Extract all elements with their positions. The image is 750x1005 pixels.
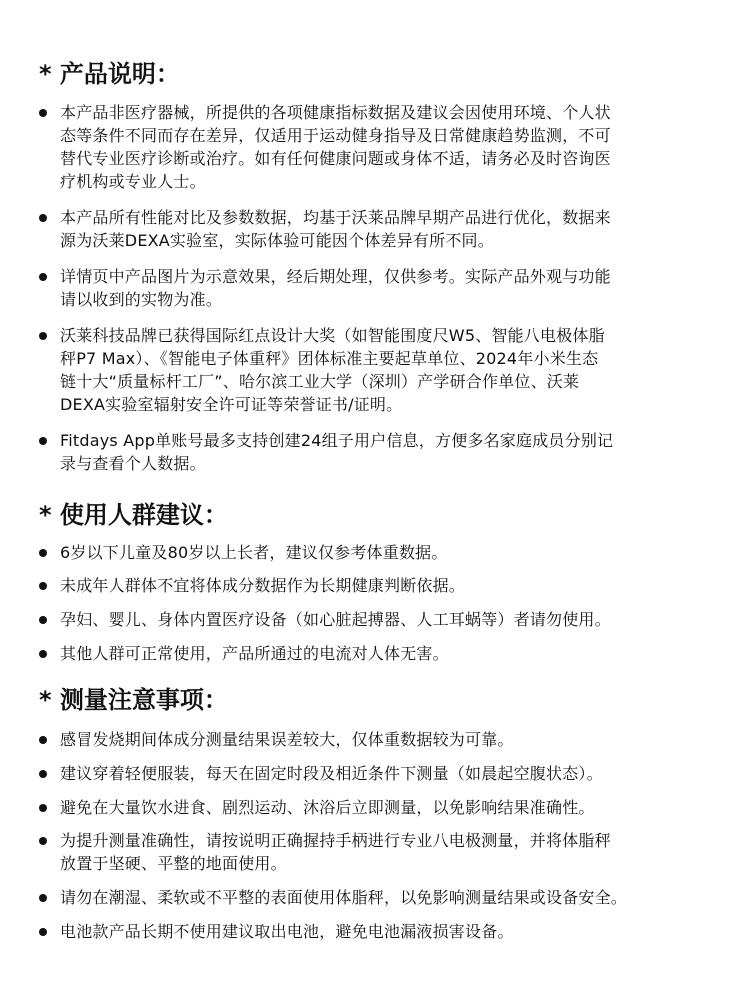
- bullet-icon: [39, 736, 47, 744]
- item-text: [60, 762, 715, 785]
- text-line: 建议穿着轻便服装，每天在固定时段及相近条件下测量（如晨起空腹状态）。: [60, 764, 603, 783]
- item-text: [60, 101, 715, 193]
- bullet-icon: [39, 332, 47, 340]
- text-line: 详情页中产品图片为示意效果，经后期处理，仅供参考。实际产品外观与功能: [60, 267, 611, 286]
- item-text: [60, 541, 715, 564]
- bullet-icon: [39, 273, 47, 281]
- text-line: 链十大“质量标杆工厂”、哈尔滨工业大学（深圳）产学研合作单位、沃莱: [60, 372, 580, 391]
- item-text: [60, 886, 715, 909]
- item-text: [60, 920, 715, 943]
- bullet-icon: [39, 582, 47, 590]
- section-heading: * 测量注意事项：: [39, 686, 228, 714]
- text-line: 为提升测量准确性，请按说明正确握持手柄进行专业八电极测量，并将体脂秤: [60, 831, 611, 850]
- text-line: 电池款产品长期不使用建议取出电池，避免电池漏液损害设备。: [60, 922, 514, 941]
- text-line: 源为沃莱DEXA实验室，实际体验可能因个体差异有所不同。: [60, 231, 494, 250]
- bullet-icon: [39, 837, 47, 845]
- bullet-icon: [39, 650, 47, 658]
- bullet-icon: [39, 928, 47, 936]
- item-text: [60, 829, 715, 875]
- bullet-icon: [39, 109, 47, 117]
- bullet-icon: [39, 894, 47, 902]
- text-line: 替代专业医疗诊断或治疗。如有任何健康问题或身体不适，请务必及时咨询医: [60, 149, 611, 168]
- text-line: 秤P7 Max）、《智能电子体重秤》团体标准主要起草单位、2024年小米生态: [60, 349, 599, 368]
- text-line: 孕妇、婴儿、身体内置医疗设备（如心脏起搏器、人工耳蜗等）者请勿使用。: [60, 610, 611, 629]
- section-heading: * 产品说明：: [39, 60, 180, 88]
- item-text: [60, 574, 715, 597]
- bullet-icon: [39, 804, 47, 812]
- text-line: 6岁以下儿童及80岁以上长者，建议仅参考体重数据。: [60, 543, 448, 562]
- text-line: DEXA实验室辐射安全许可证等荣誉证书/证明。: [60, 395, 403, 414]
- text-line: 疗机构或专业人士。: [60, 172, 206, 191]
- text-line: 感冒发烧期间体成分测量结果误差较大，仅体重数据较为可靠。: [60, 730, 514, 749]
- text-line: 录与查看个人数据。: [60, 454, 206, 473]
- section-heading: * 使用人群建议：: [39, 501, 228, 529]
- bullet-icon: [39, 437, 47, 445]
- text-line: 其他人群可正常使用，产品所通过的电流对人体无害。: [60, 644, 449, 663]
- item-text: [60, 642, 715, 665]
- text-line: 态等条件不同而存在差异，仅适用于运动健身指导及日常健康趋势监测，不可: [60, 126, 611, 145]
- text-line: 放置于坚硬、平整的地面使用。: [60, 854, 287, 873]
- bullet-icon: [39, 770, 47, 778]
- text-line: Fitdays App单账号最多支持创建24组子用户信息，方便多名家庭成员分别记: [60, 431, 614, 450]
- text-line: 未成年人群体不宜将体成分数据作为长期健康判断依据。: [60, 576, 466, 595]
- item-text: [60, 429, 715, 475]
- text-line: 请以收到的实物为准。: [60, 290, 223, 309]
- text-line: 避免在大量饮水进食、剧烈运动、沐浴后立即测量，以免影响结果准确性。: [60, 798, 595, 817]
- bullet-icon: [39, 214, 47, 222]
- item-text: [60, 324, 715, 416]
- text-line: 请勿在潮湿、柔软或不平整的表面使用体脂秤，以免影响测量结果或设备安全。: [60, 888, 628, 907]
- item-text: [60, 608, 715, 631]
- text-line: 本产品非医疗器械，所提供的各项健康指标数据及建议会因使用环境、个人状: [60, 103, 611, 122]
- text-line: 本产品所有性能对比及参数数据，均基于沃莱品牌早期产品进行优化，数据来: [60, 208, 611, 227]
- bullet-icon: [39, 549, 47, 557]
- item-text: [60, 796, 715, 819]
- text-line: 沃莱科技品牌已获得国际红点设计大奖（如智能围度尺W5、智能八电极体脂: [60, 326, 605, 345]
- item-text: [60, 728, 715, 751]
- item-text: [60, 265, 715, 311]
- item-text: [60, 206, 715, 252]
- bullet-icon: [39, 616, 47, 624]
